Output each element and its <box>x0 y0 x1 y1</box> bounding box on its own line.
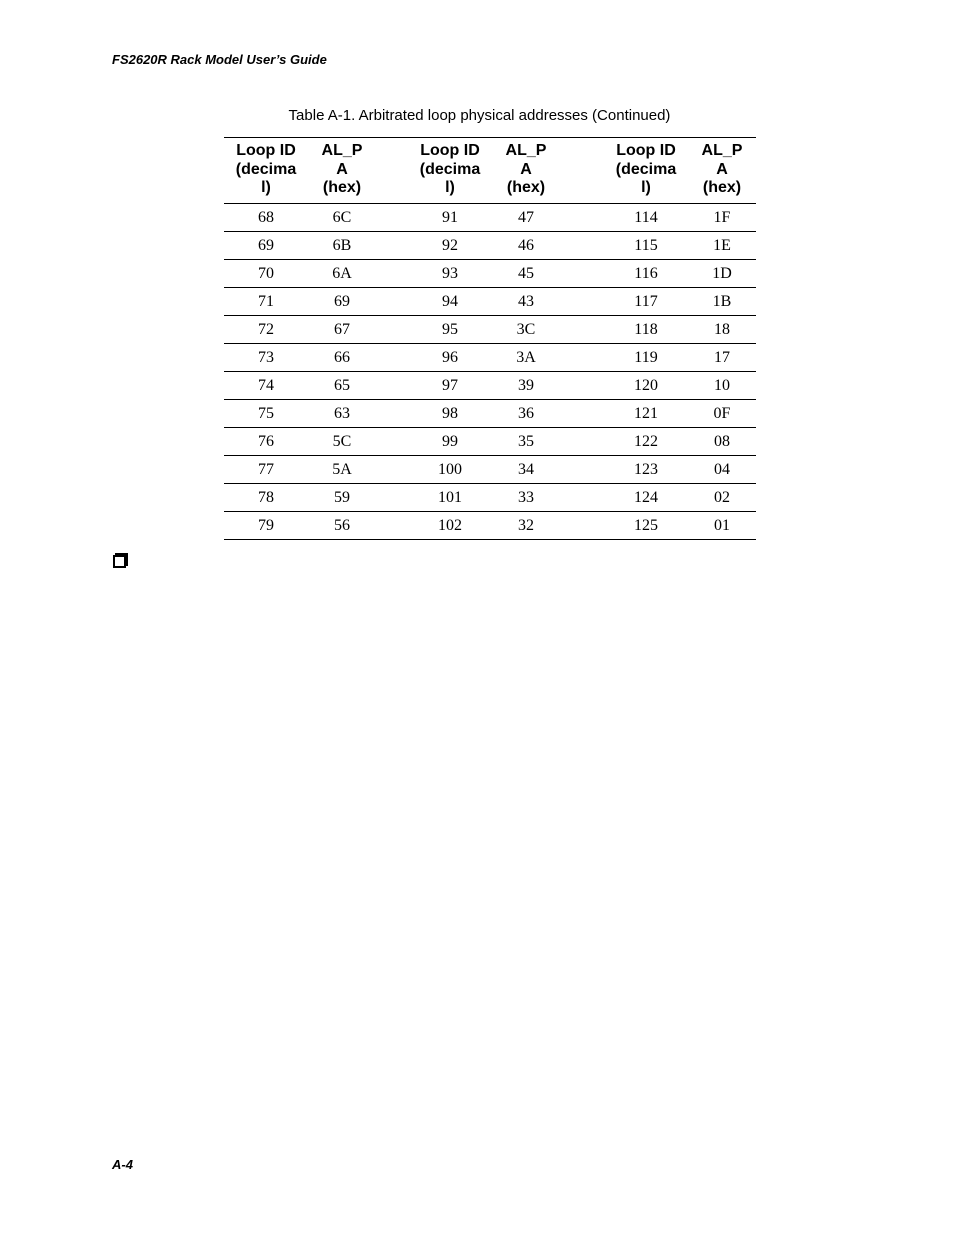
header-line: (decima <box>615 160 677 178</box>
cell-al-pa: 32 <box>492 512 560 540</box>
cell-loop-id: 94 <box>408 288 492 316</box>
cell-al-pa: 67 <box>308 316 376 344</box>
cell-loop-id: 75 <box>224 400 308 428</box>
column-header-loop-id-1 <box>224 138 308 204</box>
column-spacer <box>376 232 408 260</box>
cell-loop-id: 124 <box>604 484 688 512</box>
cell-al-pa: 5A <box>308 456 376 484</box>
cell-al-pa: 65 <box>308 372 376 400</box>
header-line: l) <box>641 179 651 196</box>
column-header-al-pa-2 <box>492 138 560 204</box>
cell-loop-id: 122 <box>604 428 688 456</box>
cell-loop-id: 79 <box>224 512 308 540</box>
table-header-row <box>224 138 756 204</box>
header-line: l) <box>261 179 271 196</box>
column-spacer <box>376 344 408 372</box>
column-spacer <box>560 232 604 260</box>
cell-al-pa: 1E <box>688 232 756 260</box>
table-row <box>224 316 756 344</box>
cell-al-pa: 17 <box>688 344 756 372</box>
header-line: A <box>520 160 532 178</box>
table-row <box>224 484 756 512</box>
header-line: Loop ID <box>616 142 676 159</box>
cell-al-pa: 56 <box>308 512 376 540</box>
shadowed-square-icon <box>113 553 128 568</box>
column-header-al-pa-3 <box>688 138 756 204</box>
cell-al-pa: 6C <box>308 204 376 232</box>
table-row <box>224 372 756 400</box>
header-line: AL_P <box>701 142 743 159</box>
column-header-loop-id-3 <box>604 138 688 204</box>
column-spacer <box>560 400 604 428</box>
column-spacer <box>376 372 408 400</box>
cell-loop-id: 117 <box>604 288 688 316</box>
cell-loop-id: 96 <box>408 344 492 372</box>
cell-al-pa: 6A <box>308 260 376 288</box>
cell-al-pa: 04 <box>688 456 756 484</box>
cell-loop-id: 91 <box>408 204 492 232</box>
cell-al-pa: 45 <box>492 260 560 288</box>
table-caption: Table A-1. Arbitrated loop physical addresses (Continued) <box>288 107 671 124</box>
column-spacer <box>376 204 408 232</box>
cell-loop-id: 69 <box>224 232 308 260</box>
header-line: (hex) <box>506 179 546 196</box>
cell-al-pa: 35 <box>492 428 560 456</box>
cell-al-pa: 10 <box>688 372 756 400</box>
column-spacer <box>560 372 604 400</box>
cell-al-pa: 18 <box>688 316 756 344</box>
column-spacer <box>560 260 604 288</box>
cell-al-pa: 34 <box>492 456 560 484</box>
cell-loop-id: 74 <box>224 372 308 400</box>
cell-loop-id: 102 <box>408 512 492 540</box>
header-line: AL_P <box>321 142 363 159</box>
column-spacer <box>560 428 604 456</box>
cell-loop-id: 101 <box>408 484 492 512</box>
table-row <box>224 288 756 316</box>
table-row <box>224 260 756 288</box>
cell-al-pa: 59 <box>308 484 376 512</box>
page-number: A-4 <box>112 1157 133 1172</box>
cell-al-pa: 1B <box>688 288 756 316</box>
column-spacer <box>376 400 408 428</box>
running-header: FS2620R Rack Model User’s Guide <box>112 52 327 67</box>
column-spacer <box>560 344 604 372</box>
cell-loop-id: 72 <box>224 316 308 344</box>
cell-loop-id: 68 <box>224 204 308 232</box>
column-header-al-pa-1 <box>308 138 376 204</box>
cell-al-pa: 33 <box>492 484 560 512</box>
column-spacer <box>560 456 604 484</box>
cell-loop-id: 99 <box>408 428 492 456</box>
cell-loop-id: 119 <box>604 344 688 372</box>
cell-loop-id: 78 <box>224 484 308 512</box>
cell-al-pa: 66 <box>308 344 376 372</box>
header-line: AL_P <box>505 142 547 159</box>
table-row <box>224 512 756 540</box>
column-header-loop-id-2 <box>408 138 492 204</box>
cell-loop-id: 114 <box>604 204 688 232</box>
cell-al-pa: 1D <box>688 260 756 288</box>
cell-al-pa: 5C <box>308 428 376 456</box>
cell-al-pa: 46 <box>492 232 560 260</box>
column-spacer <box>560 138 604 204</box>
cell-loop-id: 123 <box>604 456 688 484</box>
header-line: (hex) <box>702 179 742 196</box>
cell-al-pa: 63 <box>308 400 376 428</box>
address-table <box>224 137 756 540</box>
cell-al-pa: 6B <box>308 232 376 260</box>
cell-loop-id: 121 <box>604 400 688 428</box>
cell-al-pa: 43 <box>492 288 560 316</box>
table-row <box>224 456 756 484</box>
cell-loop-id: 100 <box>408 456 492 484</box>
header-line: l) <box>445 179 455 196</box>
cell-loop-id: 115 <box>604 232 688 260</box>
cell-loop-id: 125 <box>604 512 688 540</box>
cell-al-pa: 47 <box>492 204 560 232</box>
header-line: A <box>716 160 728 178</box>
column-spacer <box>560 288 604 316</box>
table-row <box>224 400 756 428</box>
table-row <box>224 428 756 456</box>
cell-loop-id: 73 <box>224 344 308 372</box>
cell-al-pa: 02 <box>688 484 756 512</box>
table-row <box>224 204 756 232</box>
column-spacer <box>376 316 408 344</box>
column-spacer <box>376 288 408 316</box>
header-line: Loop ID <box>236 142 296 159</box>
cell-loop-id: 97 <box>408 372 492 400</box>
table-body <box>224 204 756 540</box>
cell-al-pa: 0F <box>688 400 756 428</box>
cell-al-pa: 08 <box>688 428 756 456</box>
header-line: (decima <box>419 160 481 178</box>
header-line: (hex) <box>322 179 362 196</box>
cell-loop-id: 98 <box>408 400 492 428</box>
cell-loop-id: 120 <box>604 372 688 400</box>
cell-al-pa: 01 <box>688 512 756 540</box>
header-line: (decima <box>235 160 297 178</box>
cell-al-pa: 69 <box>308 288 376 316</box>
cell-loop-id: 76 <box>224 428 308 456</box>
header-line: Loop ID <box>420 142 480 159</box>
cell-al-pa: 3C <box>492 316 560 344</box>
column-spacer <box>376 138 408 204</box>
header-line: A <box>336 160 348 178</box>
cell-loop-id: 116 <box>604 260 688 288</box>
cell-al-pa: 3A <box>492 344 560 372</box>
cell-loop-id: 93 <box>408 260 492 288</box>
table-row <box>224 344 756 372</box>
cell-al-pa: 36 <box>492 400 560 428</box>
table-row <box>224 232 756 260</box>
cell-al-pa: 1F <box>688 204 756 232</box>
column-spacer <box>376 456 408 484</box>
column-spacer <box>560 204 604 232</box>
column-spacer <box>560 512 604 540</box>
column-spacer <box>560 316 604 344</box>
cell-loop-id: 70 <box>224 260 308 288</box>
cell-loop-id: 92 <box>408 232 492 260</box>
cell-loop-id: 95 <box>408 316 492 344</box>
column-spacer <box>560 484 604 512</box>
cell-loop-id: 71 <box>224 288 308 316</box>
column-spacer <box>376 512 408 540</box>
column-spacer <box>376 260 408 288</box>
cell-loop-id: 118 <box>604 316 688 344</box>
column-spacer <box>376 484 408 512</box>
cell-al-pa: 39 <box>492 372 560 400</box>
column-spacer <box>376 428 408 456</box>
cell-loop-id: 77 <box>224 456 308 484</box>
